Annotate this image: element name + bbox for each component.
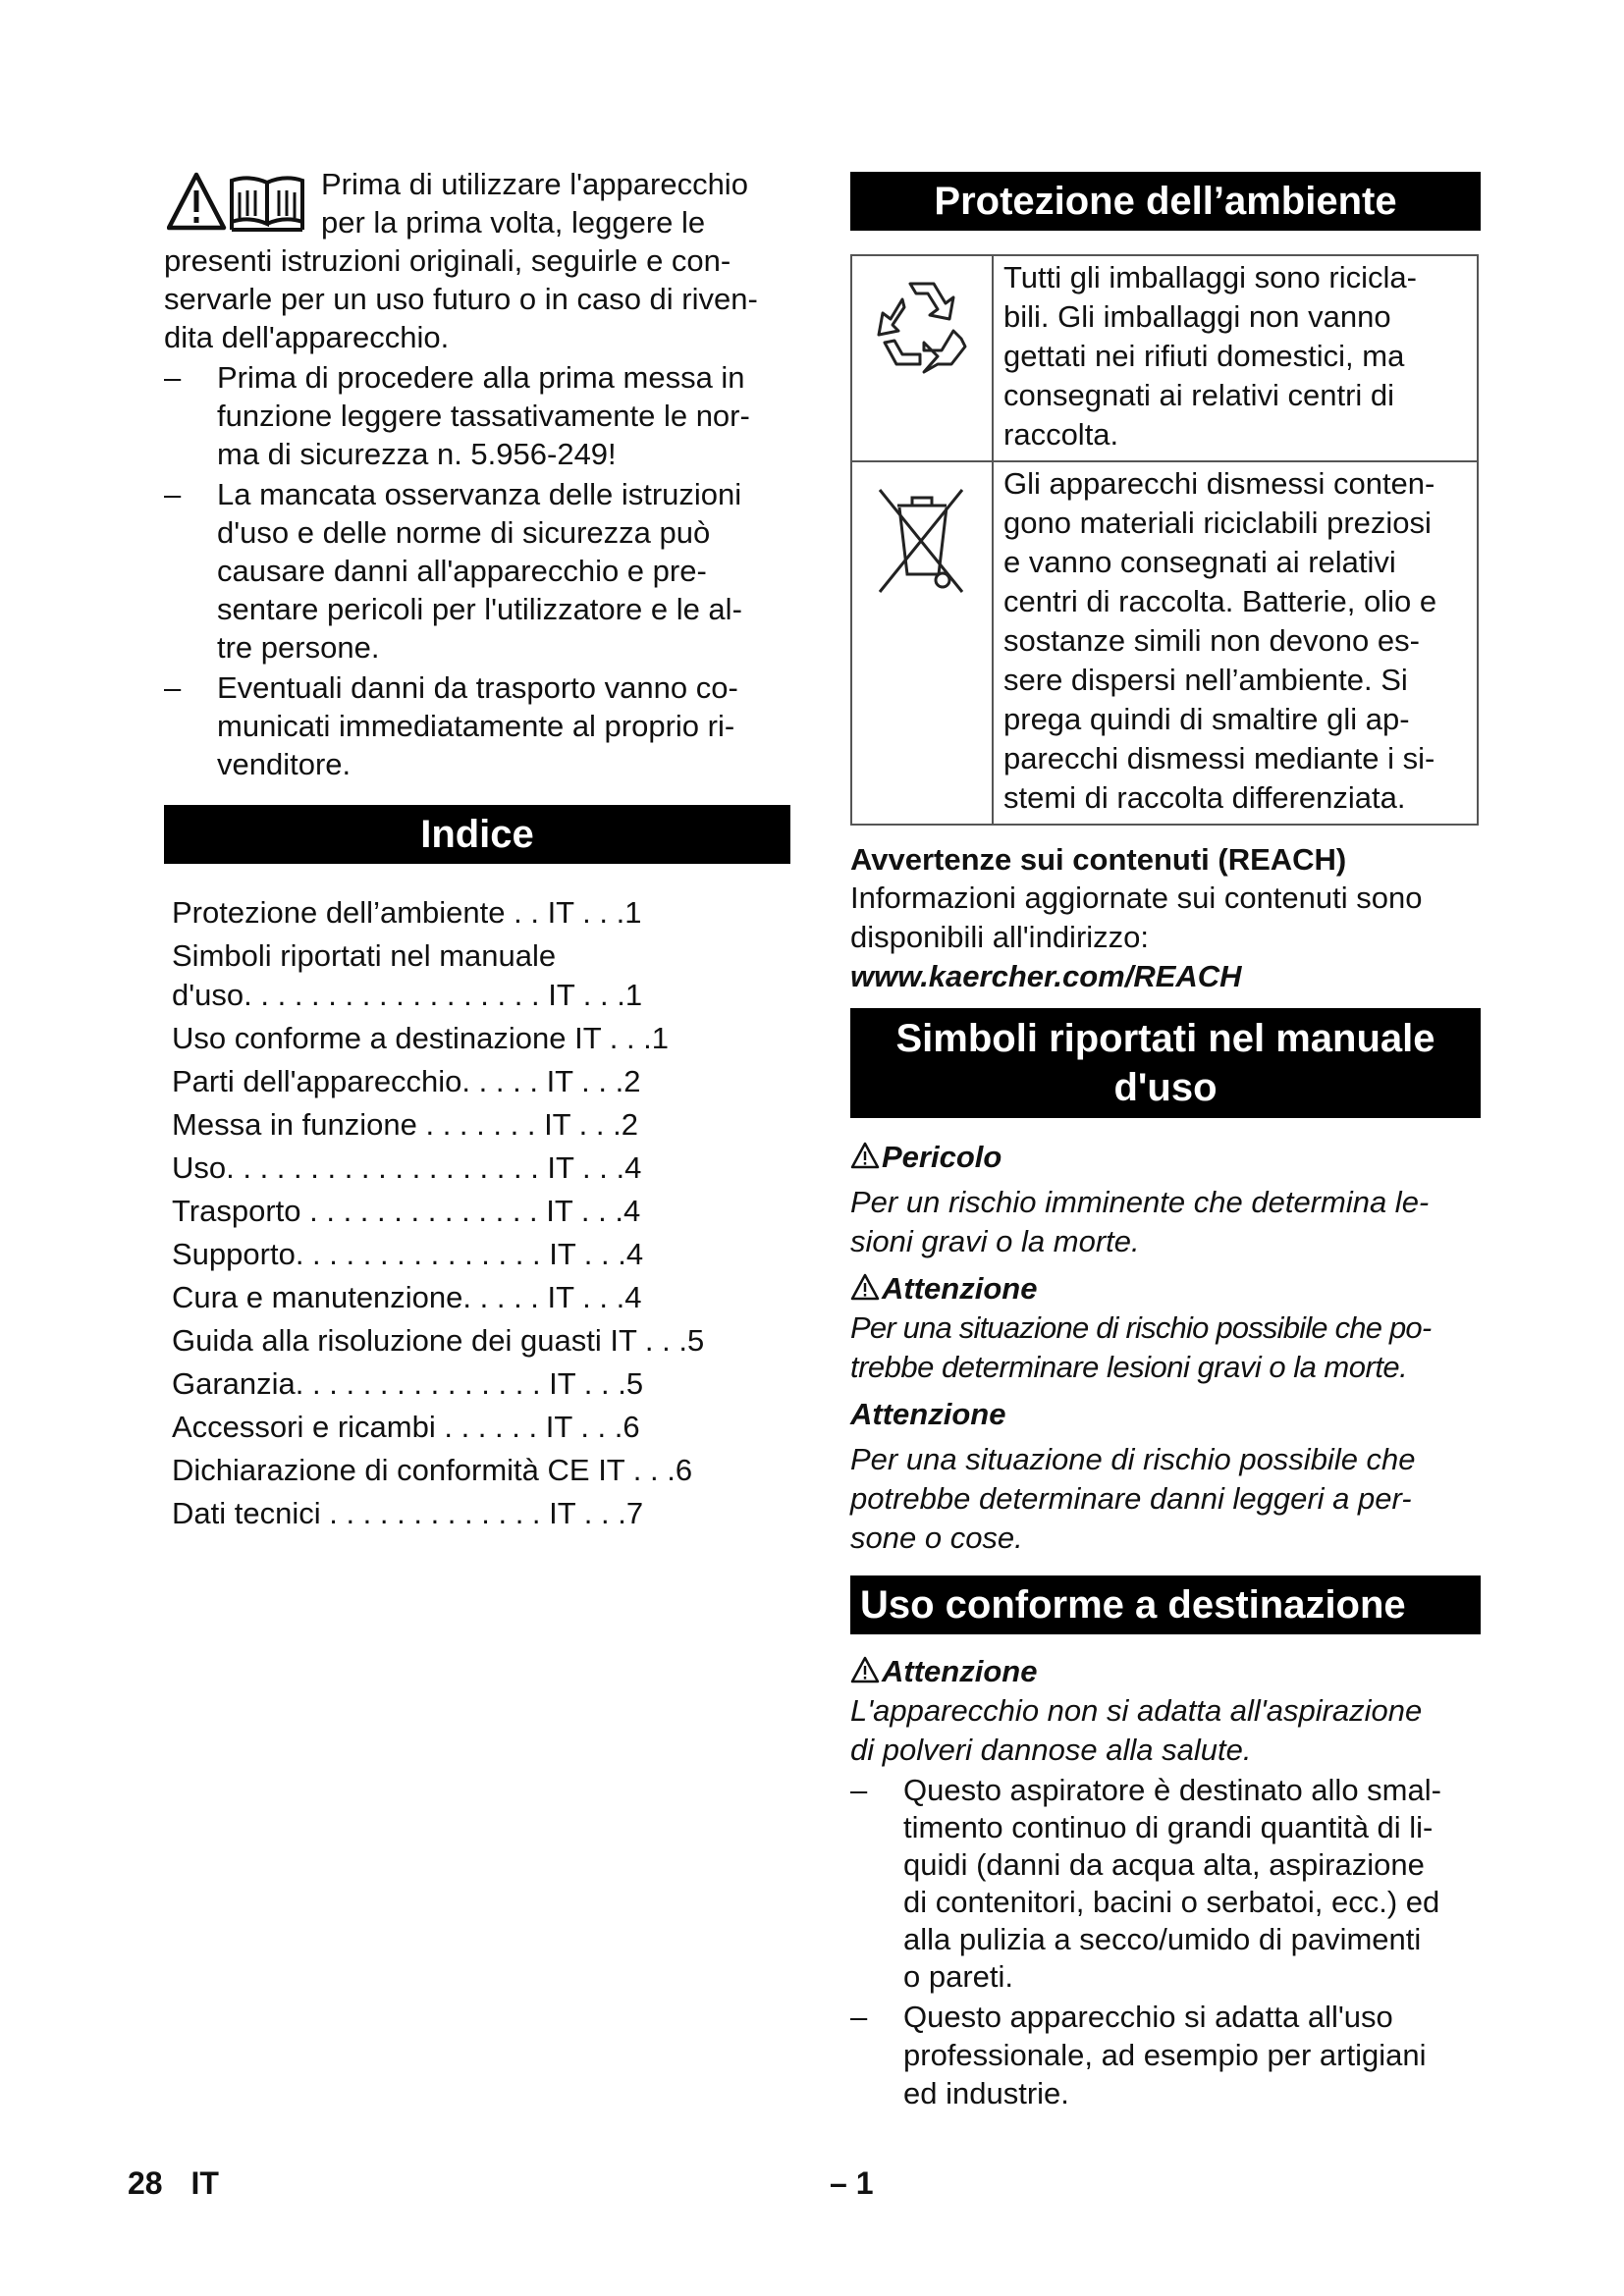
- toc-label: Accessori e ricambi . . . . . .: [172, 1410, 546, 1444]
- bullet-line: Questo aspiratore è destinato allo smal-: [903, 1773, 1441, 1807]
- bullet-line: o pareti.: [903, 1959, 1014, 1994]
- bullet-dash: –: [164, 477, 182, 511]
- use-warning-line: L'apparecchio non si adatta all'aspirazione: [850, 1693, 1423, 1728]
- environment-row: [851, 461, 1478, 825]
- toc-entry[interactable]: [172, 936, 790, 1015]
- bullet-line: sentare pericoli per l'utilizzatore e le al-: [217, 592, 742, 626]
- bullet-line: professionale, ad esempio per artigiani: [903, 2038, 1427, 2072]
- symbols-heading-line: Simboli riportati nel manuale: [895, 1017, 1435, 1060]
- table-of-contents: [164, 893, 790, 1533]
- warning-triangle-icon: [850, 1656, 880, 1683]
- caution-line: Per una situazione di rischio possibile che: [850, 1442, 1416, 1476]
- bullet-line: alla pulizia a secco/umido di pavimenti: [903, 1922, 1422, 1956]
- bullet-line: di contenitori, bacini o serbatoi, ecc.) ed: [903, 1885, 1440, 1919]
- warning-heading: [850, 1269, 1481, 1308]
- toc-entry[interactable]: [172, 1235, 790, 1274]
- toc-entry[interactable]: [172, 1321, 790, 1361]
- warning-label: Attenzione: [882, 1271, 1038, 1306]
- bullet-line: La mancata osservanza delle istruzioni: [217, 477, 742, 511]
- warning-line: Per una situazione di rischio possibile che po-: [850, 1310, 1432, 1345]
- bullet-line: timento continuo di grandi quantità di li-: [903, 1810, 1434, 1844]
- use-bullet: [850, 1998, 1481, 2112]
- environment-line: e vanno consegnati ai relativi: [1003, 545, 1396, 579]
- toc-label: Garanzia. . . . . . . . . . . . . . .: [172, 1366, 550, 1401]
- safety-bullet: [164, 668, 790, 783]
- environment-line: gono materiali riciclabili preziosi: [1003, 506, 1432, 540]
- toc-label: Guida alla risoluzione dei guasti: [172, 1323, 611, 1358]
- environment-row: [851, 255, 1478, 461]
- bullet-dash: –: [164, 360, 182, 395]
- page-number: [128, 2165, 219, 2202]
- bullet-line: Eventuali danni da trasporto vanno co-: [217, 670, 738, 705]
- reach-heading: Avvertenze sui contenuti (REACH): [850, 842, 1347, 877]
- environment-line: Gli apparecchi dismessi conten-: [1003, 466, 1435, 501]
- safety-bullet: [164, 358, 790, 473]
- environment-line: prega quindi di smaltire gli ap-: [1003, 702, 1410, 736]
- warning-triangle-icon: [850, 1142, 880, 1169]
- caution-line: sone o cose.: [850, 1521, 1023, 1555]
- toc-ref: IT . . .2: [544, 1107, 638, 1142]
- bullet-dash: –: [164, 670, 182, 705]
- page-number-value: 28: [128, 2165, 163, 2201]
- warning-line: trebbe determinare lesioni gravi o la morte.: [850, 1350, 1408, 1384]
- danger-line: Per un rischio imminente che determina le-: [850, 1185, 1430, 1219]
- bullet-line: causare danni all'apparecchio e pre-: [217, 554, 707, 588]
- caution-line: potrebbe determinare danni leggeri a per-: [850, 1481, 1412, 1516]
- environment-line: sere dispersi nell’ambiente. Si: [1003, 663, 1408, 697]
- right-column: [850, 172, 1481, 2112]
- toc-entry[interactable]: [172, 893, 790, 933]
- recycle-icon: [863, 270, 981, 388]
- environment-text: [993, 461, 1478, 825]
- toc-ref: IT . . .4: [547, 1150, 642, 1185]
- reach-line: Informazioni aggiornate sui contenuti sono: [850, 881, 1423, 915]
- toc-label: Parti dell'apparecchio. . . . .: [172, 1064, 547, 1098]
- bullet-line: ma di sicurezza n. 5.956-249!: [217, 437, 617, 471]
- environment-line: Tutti gli imballaggi sono ricicla-: [1003, 260, 1417, 294]
- bullet-line: venditore.: [217, 747, 352, 781]
- toc-ref: IT . . .4: [546, 1194, 641, 1228]
- intended-use-heading: Uso conforme a destinazione: [850, 1575, 1481, 1634]
- reach-link[interactable]: www.kaercher.com/REACH: [850, 959, 1242, 993]
- bullet-line: quidi (danni da acqua alta, aspirazione: [903, 1847, 1425, 1882]
- environment-icon-cell: [851, 255, 993, 461]
- intro-block: [164, 165, 790, 356]
- toc-entry[interactable]: [172, 1278, 790, 1317]
- toc-ref: IT . . .1: [548, 978, 643, 1012]
- safety-bullet: [164, 475, 790, 667]
- toc-ref: IT . . .1: [574, 1021, 670, 1055]
- bullet-line: municati immediatamente al proprio ri-: [217, 709, 735, 743]
- toc-label: Dati tecnici . . . . . . . . . . . . .: [172, 1496, 550, 1530]
- toc-ref: IT . . .1: [547, 895, 642, 930]
- intro-line: presenti istruzioni originali, seguirle e con-: [164, 243, 731, 278]
- toc-entry[interactable]: [172, 1148, 790, 1188]
- intro-line: per la prima volta, leggere le: [321, 205, 706, 240]
- toc-entry[interactable]: [172, 1105, 790, 1145]
- environment-line: sostanze simili non devono es-: [1003, 623, 1420, 658]
- intro-line: Prima di utilizzare l'apparecchio: [321, 167, 748, 201]
- crossed-bin-icon: [868, 476, 976, 604]
- language-code: IT: [190, 2165, 219, 2201]
- environment-line: stemi di raccolta differenziata.: [1003, 780, 1406, 815]
- environment-heading: Protezione dell’ambiente: [850, 172, 1481, 231]
- toc-ref: IT . . .2: [546, 1064, 641, 1098]
- symbols-heading-line: d'uso: [1113, 1066, 1218, 1109]
- environment-line: gettati nei rifiuti domestici, ma: [1003, 339, 1405, 373]
- toc-ref: IT . . .5: [610, 1323, 705, 1358]
- toc-ref: IT . . .4: [547, 1280, 642, 1314]
- toc-label: Dichiarazione di conformità CE: [172, 1453, 599, 1487]
- left-column: [164, 165, 790, 1537]
- toc-ref: IT . . .7: [549, 1496, 644, 1530]
- use-warning-line: di polveri dannose alla salute.: [850, 1733, 1252, 1767]
- symbols-heading: [850, 1008, 1481, 1118]
- bullet-line: funzione leggere tassativamente le nor-: [217, 399, 750, 433]
- section-page-number: – 1: [830, 2165, 874, 2201]
- toc-label: d'uso. . . . . . . . . . . . . . . . . .: [172, 978, 549, 1012]
- environment-line: centri di raccolta. Batterie, olio e: [1003, 584, 1437, 618]
- toc-entry[interactable]: [172, 1062, 790, 1101]
- environment-text: [993, 255, 1478, 461]
- use-warning-label: Attenzione: [882, 1654, 1038, 1688]
- use-warning-heading: [850, 1652, 1481, 1691]
- danger-heading: [850, 1138, 1481, 1177]
- toc-ref: IT . . .6: [598, 1453, 693, 1487]
- toc-entry[interactable]: [172, 1019, 790, 1058]
- index-heading: Indice: [164, 805, 790, 864]
- intro-line: servarle per un uso futuro o in caso di riven-: [164, 282, 758, 316]
- toc-label: Uso conforme a destinazione: [172, 1021, 575, 1055]
- reach-line: disponibili all'indirizzo:: [850, 920, 1150, 954]
- danger-line: sioni gravi o la morte.: [850, 1224, 1140, 1258]
- environment-icon-cell: [851, 461, 993, 825]
- toc-label: Simboli riportati nel manuale: [172, 938, 557, 973]
- environment-line: raccolta.: [1003, 417, 1119, 452]
- warning-book-icon: [167, 171, 309, 232]
- toc-label: Protezione dell’ambiente . .: [172, 895, 548, 930]
- bullet-line: Prima di procedere alla prima messa in: [217, 360, 745, 395]
- toc-ref: IT . . .4: [549, 1237, 644, 1271]
- toc-label: Supporto. . . . . . . . . . . . . . .: [172, 1237, 550, 1271]
- toc-entry[interactable]: [172, 1364, 790, 1404]
- environment-line: parecchi dismessi mediante i si-: [1003, 741, 1435, 775]
- bullet-dash: –: [850, 2000, 868, 2034]
- toc-ref: IT . . .6: [545, 1410, 640, 1444]
- bullet-line: Questo apparecchio si adatta all'uso: [903, 2000, 1393, 2034]
- bullet-line: tre persone.: [217, 630, 380, 665]
- toc-label: Cura e manutenzione. . . . .: [172, 1280, 548, 1314]
- bullet-line: d'uso e delle norme di sicurezza può: [217, 515, 711, 550]
- environment-table: [850, 254, 1479, 826]
- toc-label: Trasporto . . . . . . . . . . . . . .: [172, 1194, 547, 1228]
- toc-ref: IT . . .5: [549, 1366, 644, 1401]
- use-bullet: [850, 1772, 1481, 1996]
- bullet-line: ed industrie.: [903, 2076, 1069, 2110]
- intro-line: dita dell'apparecchio.: [164, 320, 450, 354]
- caution-heading: Attenzione: [850, 1397, 1006, 1431]
- environment-line: bili. Gli imballaggi non vanno: [1003, 299, 1391, 334]
- toc-entry[interactable]: [172, 1494, 790, 1533]
- toc-entry[interactable]: [172, 1192, 790, 1231]
- toc-label: Uso. . . . . . . . . . . . . . . . . . .: [172, 1150, 548, 1185]
- warning-triangle-icon: [850, 1273, 880, 1301]
- toc-entry[interactable]: [172, 1451, 790, 1490]
- danger-label: Pericolo: [882, 1140, 1002, 1174]
- toc-label: Messa in funzione . . . . . . .: [172, 1107, 545, 1142]
- toc-entry[interactable]: [172, 1408, 790, 1447]
- environment-line: consegnati ai relativi centri di: [1003, 378, 1395, 412]
- bullet-dash: –: [850, 1773, 868, 1807]
